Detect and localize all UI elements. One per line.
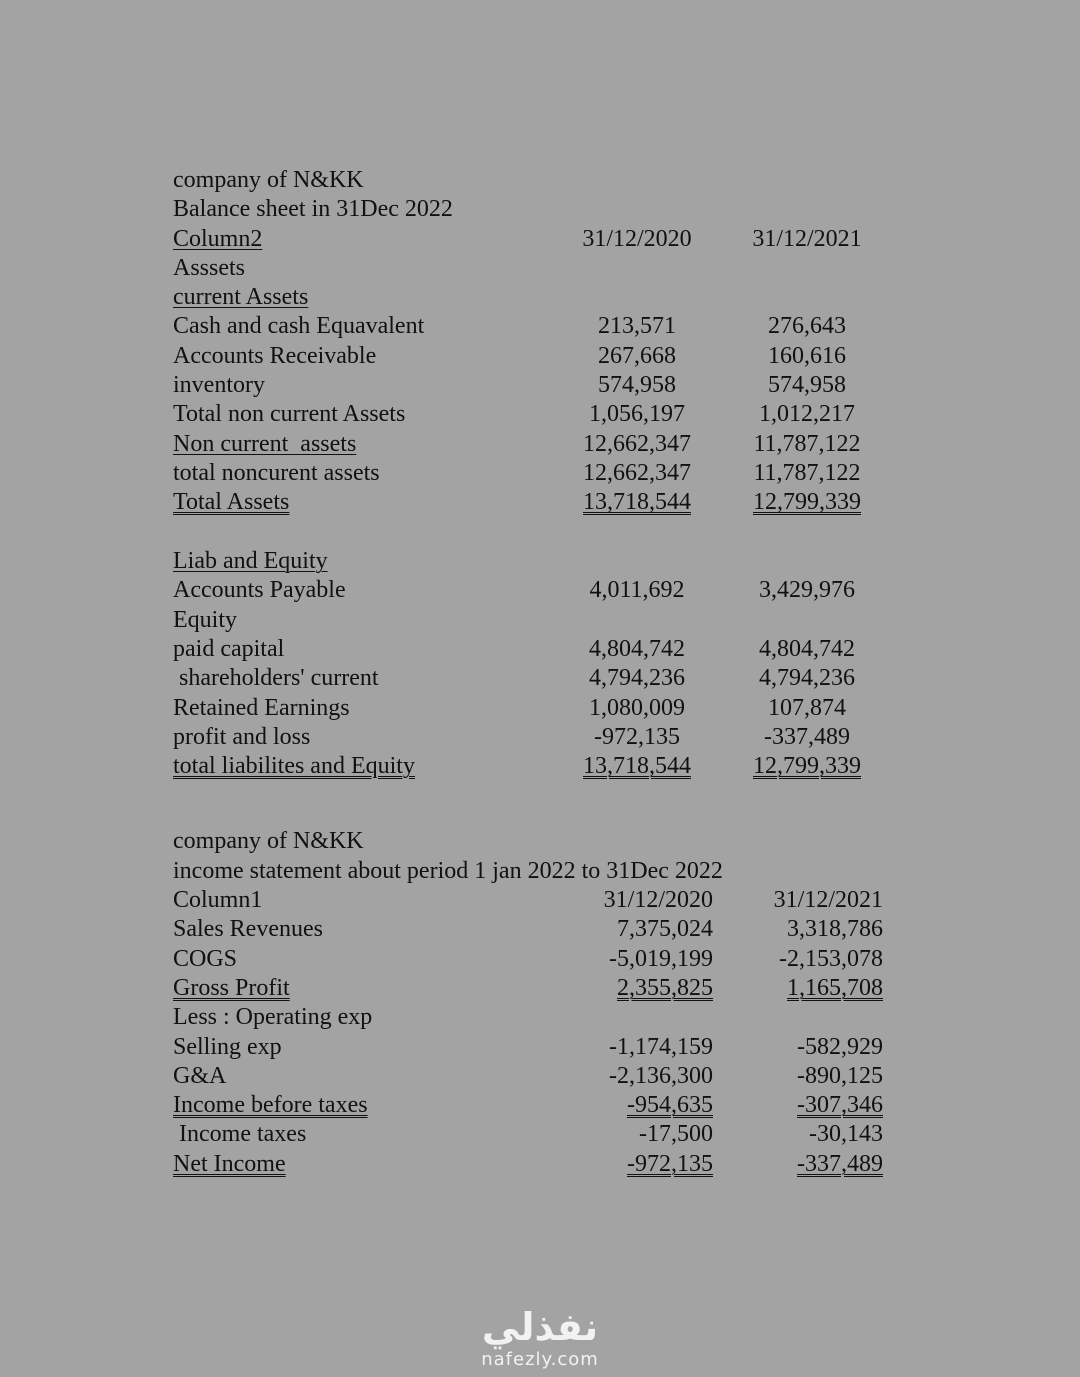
table-row — [173, 459, 933, 488]
total-assets-2021: 12,799,339 — [753, 489, 861, 516]
header-column-label: Column1 — [173, 887, 263, 914]
row-value-2020 — [567, 752, 707, 781]
row-label: Net Income — [173, 1150, 286, 1177]
income-before-taxes-row — [173, 1091, 933, 1120]
row-value-2021 — [723, 1091, 883, 1120]
row-value-2020 — [553, 1091, 713, 1120]
row-value-2020: -1,174,159 — [609, 1033, 713, 1060]
row-label: total noncurent assets — [173, 459, 380, 486]
current-assets-heading — [173, 283, 933, 312]
income-statement-header-row — [173, 886, 933, 915]
table-row — [173, 664, 933, 693]
row-value-2021 — [723, 974, 883, 1003]
equity-heading — [173, 606, 933, 635]
row-label: total liabilites and Equity — [173, 753, 415, 780]
company-name — [173, 166, 933, 195]
row-label: Total non current Assets — [173, 401, 406, 428]
row-label: Income before taxes — [173, 1092, 368, 1119]
row-label: Retained Earnings — [173, 694, 350, 721]
table-row — [173, 371, 933, 400]
header-date-2021: 31/12/2021 — [773, 887, 883, 914]
header-date-2020: 31/12/2020 — [582, 225, 692, 252]
gross-profit-2020: 2,355,825 — [617, 974, 713, 1001]
row-value-2021: 276,643 — [768, 313, 846, 340]
total-liab-equity-2021: 12,799,339 — [753, 753, 861, 780]
row-label: Selling exp — [173, 1033, 282, 1060]
income-statement — [173, 827, 933, 1179]
table-row — [173, 430, 933, 459]
table-row — [173, 1062, 933, 1091]
row-label: shareholders' current — [173, 665, 379, 692]
row-value-2021: 11,787,122 — [753, 430, 861, 457]
balance-sheet-title-text: Balance sheet in 31Dec 2022 — [173, 196, 453, 223]
row-value-2021: -2,153,078 — [779, 945, 883, 972]
financial-document — [173, 166, 933, 1179]
row-value-2020: 4,804,742 — [589, 635, 685, 662]
row-label: profit and loss — [173, 723, 311, 750]
row-value-2021: 3,318,786 — [787, 916, 883, 943]
row-label: Income taxes — [173, 1121, 307, 1148]
header-column-label: Column2 — [173, 225, 263, 252]
row-label: Total Assets — [173, 489, 290, 516]
watermark-url: nafezly.com — [481, 1349, 599, 1370]
row-value-2020: 4,011,692 — [589, 577, 685, 604]
row-value-2020: 12,662,347 — [583, 459, 691, 486]
table-row — [173, 312, 933, 341]
liab-heading — [173, 547, 933, 576]
row-value-2021: 107,874 — [768, 694, 846, 721]
assets-heading — [173, 254, 933, 283]
row-value-2020: 12,662,347 — [583, 430, 691, 457]
row-value-2020: 574,958 — [598, 372, 676, 399]
income-statement-title — [173, 857, 933, 886]
row-value-2021: 4,804,742 — [759, 635, 855, 662]
row-value-2020: -2,136,300 — [609, 1062, 713, 1089]
income-before-taxes-2021: -307,346 — [797, 1092, 883, 1119]
table-row — [173, 400, 933, 429]
row-label: inventory — [173, 372, 265, 399]
row-value-2020 — [567, 488, 707, 517]
table-row — [173, 342, 933, 371]
balance-sheet-title — [173, 195, 933, 224]
total-assets-row — [173, 488, 933, 517]
row-value-2021 — [737, 752, 877, 781]
row-label: Accounts Receivable — [173, 342, 377, 369]
row-value-2021 — [737, 488, 877, 517]
row-label: Gross Profit — [173, 974, 290, 1001]
row-value-2020: 4,794,236 — [589, 665, 685, 692]
total-liab-equity-row — [173, 752, 933, 781]
row-value-2021: -30,143 — [809, 1121, 883, 1148]
row-value-2020: 267,668 — [598, 342, 676, 369]
table-row — [173, 915, 933, 944]
watermark-arabic: نفذلي — [481, 1305, 599, 1349]
company-name-text: company of N&KK — [173, 167, 364, 193]
equity-heading-text: Equity — [173, 606, 237, 633]
company-name — [173, 827, 933, 856]
income-statement-title-text: income statement about period 1 jan 2022 to 31Dec 2022 — [173, 857, 723, 884]
row-value-2021: 1,012,217 — [759, 401, 855, 428]
header-date-2021: 31/12/2021 — [752, 225, 862, 252]
current-assets-heading-text: current Assets — [173, 284, 309, 311]
table-row — [173, 694, 933, 723]
liab-heading-text: Liab and Equity — [173, 548, 328, 575]
row-value-2021: 3,429,976 — [759, 577, 855, 604]
row-label: Less : Operating exp — [173, 1004, 373, 1031]
row-value-2021: -890,125 — [797, 1062, 883, 1089]
total-liab-equity-2020: 13,718,544 — [583, 753, 691, 780]
row-label: G&A — [173, 1062, 227, 1089]
table-row — [173, 1003, 933, 1032]
gross-profit-2021: 1,165,708 — [787, 974, 883, 1001]
row-value-2020: -17,500 — [639, 1121, 713, 1148]
gross-profit-row — [173, 974, 933, 1003]
row-value-2020: 1,080,009 — [589, 694, 685, 721]
row-value-2020 — [553, 974, 713, 1003]
row-value-2020: 213,571 — [598, 313, 676, 340]
row-value-2021 — [723, 1150, 883, 1179]
row-label: Non current assets — [173, 430, 357, 457]
table-row — [173, 945, 933, 974]
row-label: paid capital — [173, 635, 285, 662]
row-value-2021: 11,787,122 — [753, 459, 861, 486]
company-name-text: company of N&KK — [173, 828, 364, 855]
table-row — [173, 723, 933, 752]
net-income-row — [173, 1150, 933, 1179]
net-income-2020: -972,135 — [627, 1150, 713, 1177]
net-income-2021: -337,489 — [797, 1150, 883, 1177]
income-before-taxes-2020: -954,635 — [627, 1092, 713, 1119]
row-value-2020 — [553, 1150, 713, 1179]
row-value-2021: 4,794,236 — [759, 665, 855, 692]
row-value-2021: -337,489 — [764, 723, 850, 750]
balance-sheet-header-row — [173, 225, 933, 254]
row-label: Sales Revenues — [173, 916, 323, 943]
row-value-2020: -5,019,199 — [609, 945, 713, 972]
row-value-2021: 574,958 — [768, 372, 846, 399]
table-row — [173, 576, 933, 605]
table-row — [173, 1120, 933, 1149]
row-value-2020: -972,135 — [594, 723, 680, 750]
row-label: Cash and cash Equavalent — [173, 313, 425, 340]
row-value-2021: 160,616 — [768, 342, 846, 369]
assets-heading-text: Asssets — [173, 254, 246, 281]
row-label: Accounts Payable — [173, 577, 346, 604]
table-row — [173, 1033, 933, 1062]
row-value-2020: 7,375,024 — [617, 916, 713, 943]
balance-sheet — [173, 166, 933, 781]
header-date-2020: 31/12/2020 — [603, 887, 713, 914]
row-value-2021: -582,929 — [797, 1033, 883, 1060]
total-assets-2020: 13,718,544 — [583, 489, 691, 516]
row-value-2020: 1,056,197 — [589, 401, 685, 428]
row-label: COGS — [173, 945, 238, 972]
table-row — [173, 635, 933, 664]
watermark-logo — [470, 1305, 610, 1371]
